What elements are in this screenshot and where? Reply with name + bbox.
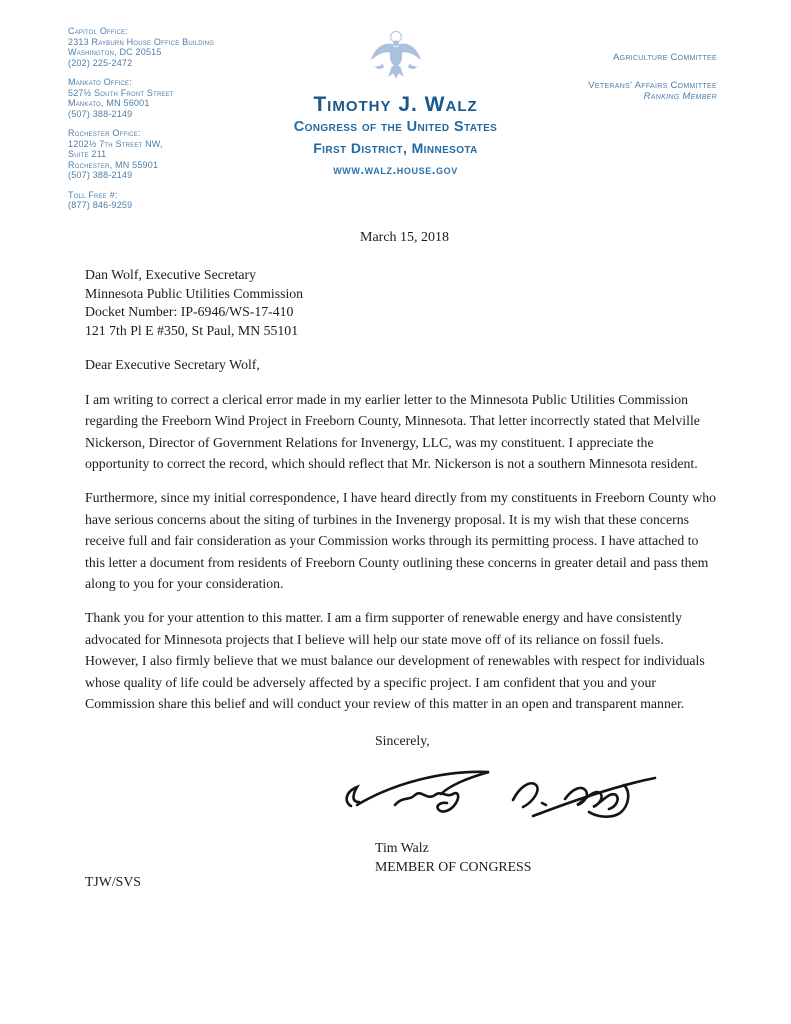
reference-initials: TJW/SVS (85, 874, 141, 889)
recipient-line: Docket Number: IP-6946/WS-17-410 (85, 304, 294, 320)
recipient-address (85, 266, 719, 340)
office-line: (202) 225-2472 (68, 57, 133, 68)
committee-name: Veterans' Affairs Committee (588, 80, 717, 91)
office-line: 1202½ 7th Street NW, (68, 138, 163, 149)
salutation: Dear Executive Secretary Wolf, (85, 357, 260, 373)
office-line: 2313 Rayburn House Office Building (68, 36, 215, 47)
office-title: Toll Free #: (68, 189, 118, 200)
committee-list (588, 52, 717, 102)
office-line: 527½ South Front Street (68, 87, 174, 98)
member-name: Timothy J. Walz (313, 93, 478, 116)
office-line: Mankato, MN 56001 (68, 98, 150, 108)
paragraph-2: Furthermore, since my initial correspondence, I have heard directly from my constituents in Freeborn County who have serious concerns about the siting of turbines in the Invenergy proposal. It is my wish that these concerns receive full and fair consideration as your Commission works through its permitting process. I have attached to this letter a document from residents of Freeborn County outlining these concerns in greater detail and pass them along to you for your consideration. (85, 490, 717, 592)
committee-role: Ranking Member (643, 91, 717, 102)
office-line: Rochester, MN 55901 (68, 159, 159, 170)
closing: Sincerely, (375, 733, 430, 749)
letter-date: March 15, 2018 (360, 230, 450, 245)
office-line: (507) 388-2149 (68, 108, 133, 119)
office-line: Washington, DC 20515 (68, 47, 162, 57)
website-link: www.walz.house.gov (333, 162, 458, 177)
sender-title: MEMBER OF CONGRESS (375, 859, 532, 875)
committee-name: Agriculture Committee (612, 52, 717, 63)
toll-free-block (68, 190, 283, 211)
office-title: Capitol Office: (68, 26, 129, 36)
letterhead-center (226, 28, 566, 180)
office-title: Mankato Office: (68, 77, 132, 87)
office-line: (877) 846-9259 (68, 200, 133, 210)
recipient-line: Dan Wolf, Executive Secretary (85, 267, 257, 282)
office-title: Rochester Office: (68, 128, 141, 138)
eagle-seal-icon (366, 28, 426, 90)
signature-image (337, 758, 719, 836)
office-line: (507) 388-2149 (68, 170, 133, 180)
letter-body (85, 266, 719, 876)
recipient-line: 121 7th Pl E #350, St Paul, MN 55101 (85, 322, 299, 338)
signature-block (375, 838, 719, 876)
paragraph-3: Thank you for your attention to this matter. I am a firm supporter of renewable energy and have consistently advocated for Minnesota projects that I believe will help our state move off of its reliance on fossil fuels. However, I also firmly believe that we must balance our development of renewables with respect for individuals whose quality of life could be adversely affected by a specific project. I am confident that you and your Commission share this belief and will conduct your review of this matter in an open and transparent manner. (85, 610, 705, 712)
paragraph-1: I am writing to correct a clerical error made in my earlier letter to the Minnesota Public Utilities Commission regarding the Freeborn Wind Project in Freeborn County, Minnesota. That letter incorrectly stated that Melville Nickerson, Director of Government Relations for Invenergy, LLC, was my constituent. I appreciate the opportunity to correct the record, which should reflect that Mr. Nickerson is not a southern Minnesota resident. (85, 391, 700, 471)
sender-name: Tim Walz (375, 840, 429, 856)
congress-line: Congress of the United States (293, 119, 498, 135)
office-line: Suite 211 (68, 149, 107, 159)
recipient-line: Minnesota Public Utilities Commission (85, 285, 304, 301)
district-line: First District, Minnesota (313, 140, 478, 156)
